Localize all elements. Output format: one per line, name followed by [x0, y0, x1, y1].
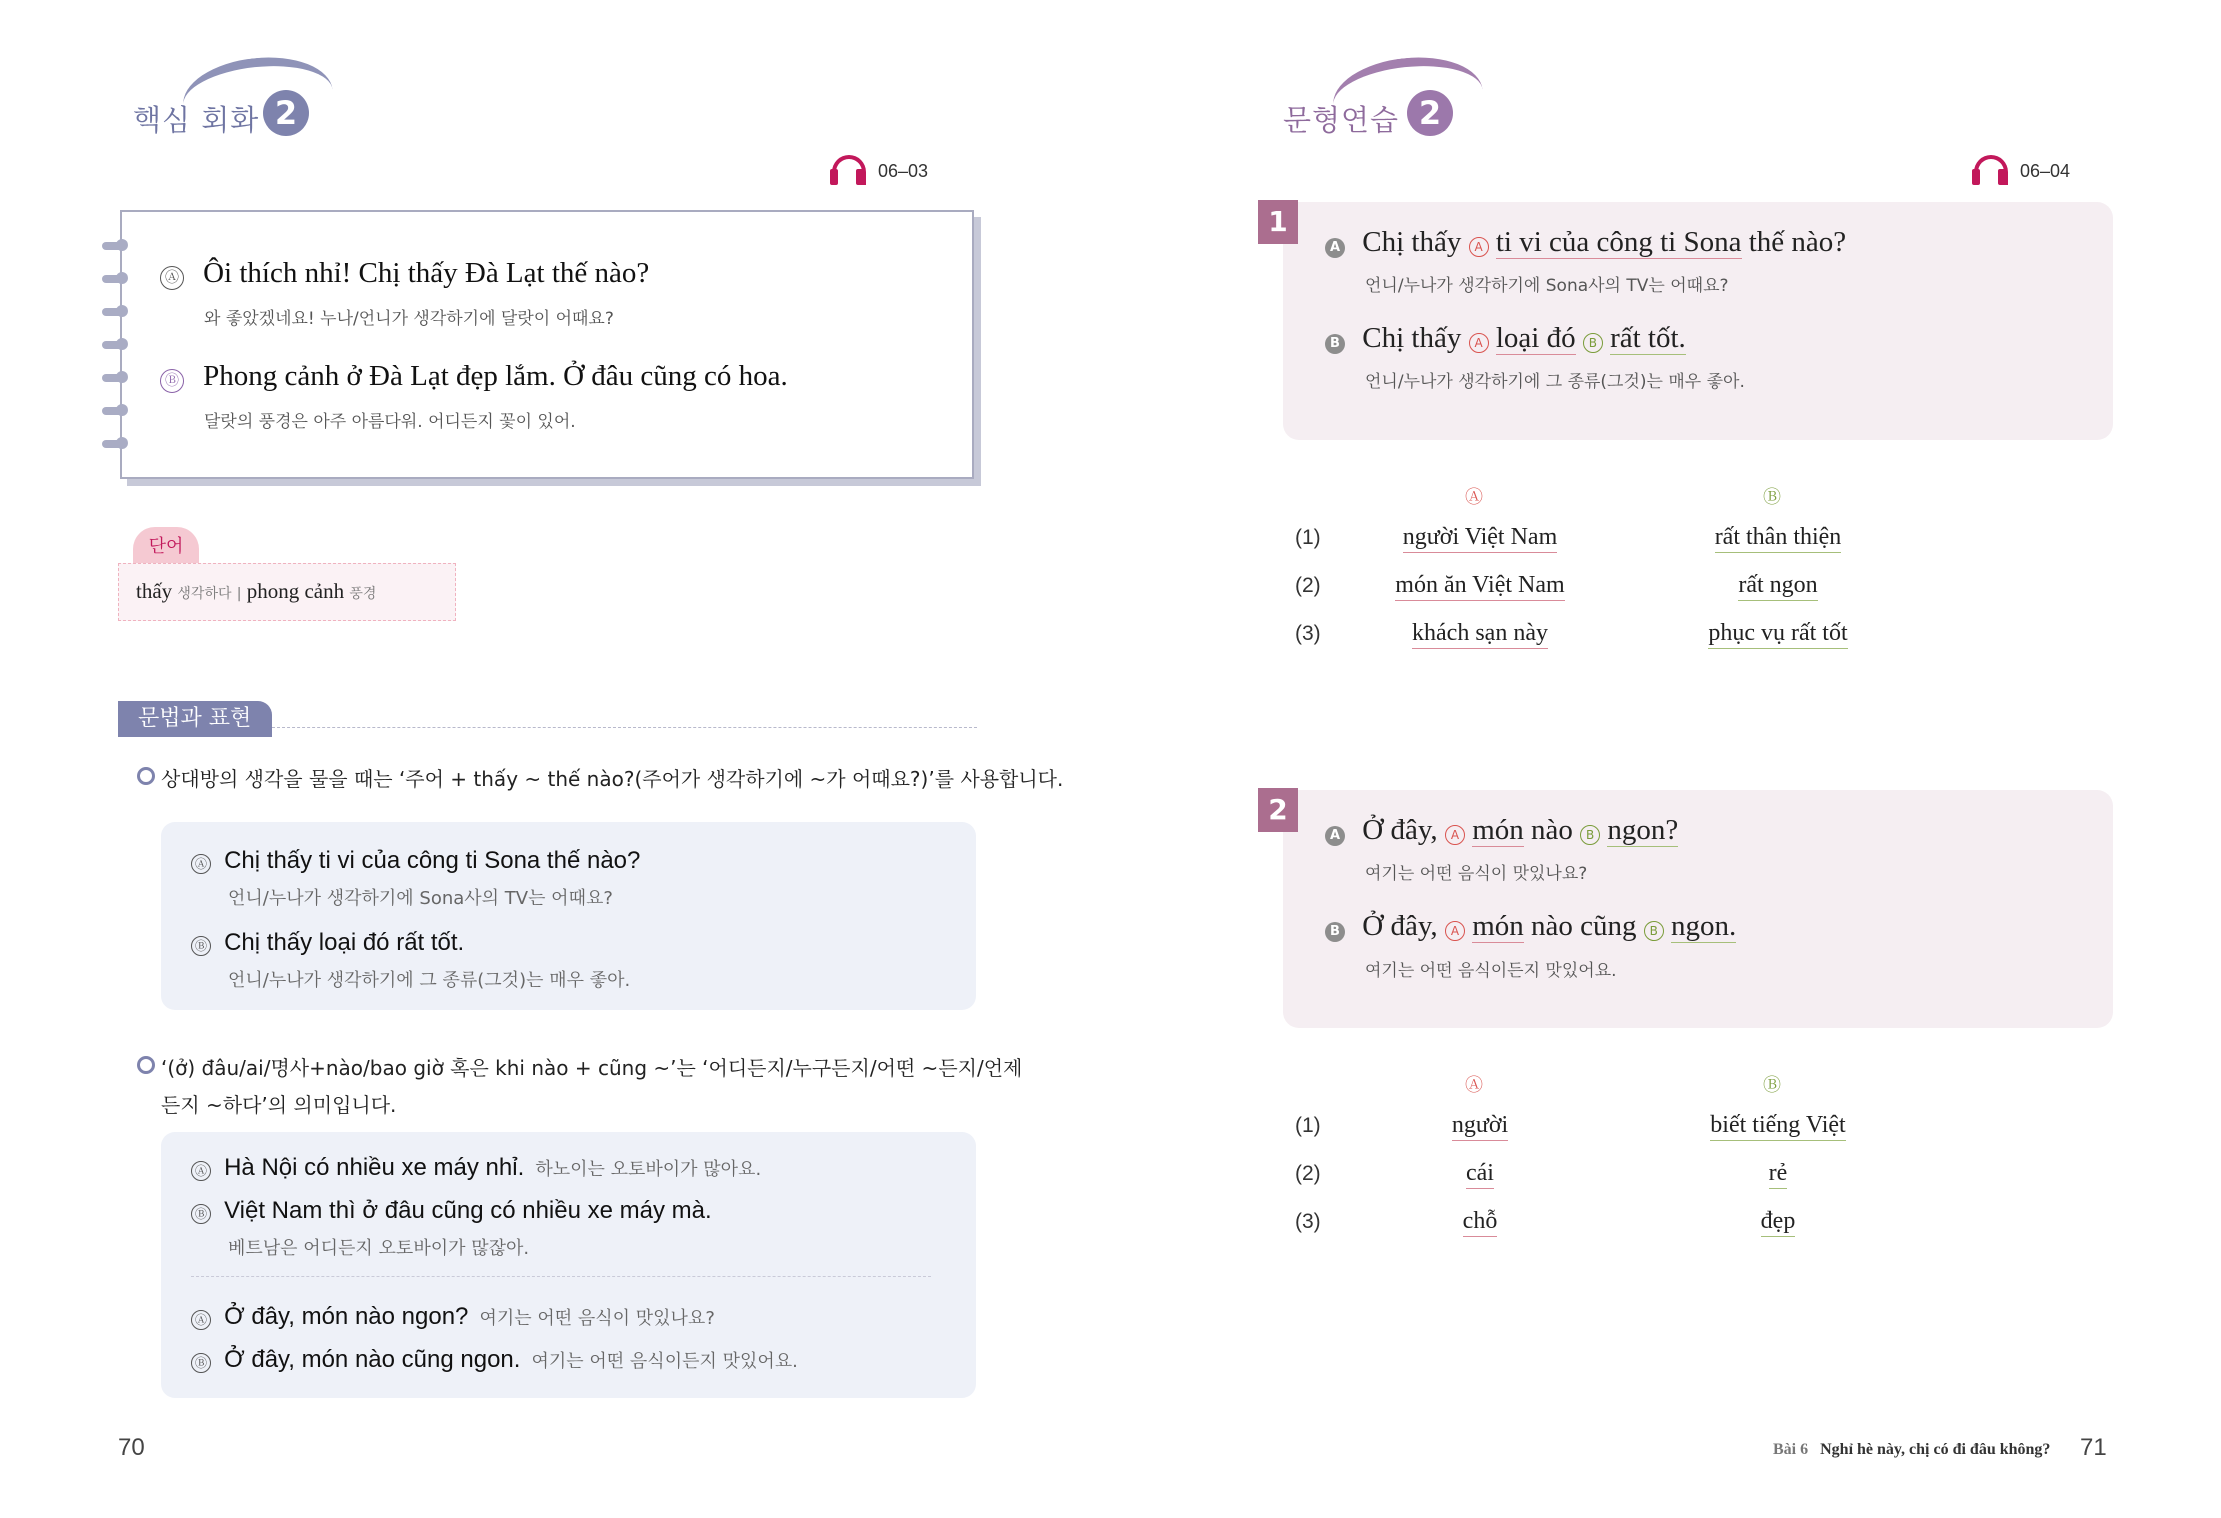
row-number: (1) [1295, 1114, 1321, 1137]
pattern1-line-b [1325, 322, 1686, 355]
cell-text-a: cái [1466, 1160, 1494, 1189]
section-header-dialogue [133, 70, 333, 150]
spiral-ring-icon [102, 242, 124, 250]
vocab-word: phong cảnh [246, 579, 345, 603]
example-ko: 하노이는 오토바이가 많아요. [535, 1159, 762, 1180]
speaker-a-badge: A [1325, 826, 1345, 846]
pattern-text: nào [1531, 814, 1573, 846]
pattern-text: Ở đây, [1362, 910, 1438, 942]
pattern2-ko-a: 여기는 어떤 음식이 맛있나요? [1365, 864, 1588, 884]
vocab-word: thấy [136, 579, 173, 603]
dialogue-vi: Phong cảnh ở Đà Lạt đẹp lắm. Ở đâu cũng có hoa. [203, 360, 788, 392]
example-ko: 베트남은 어디든지 오토바이가 많잖아. [228, 1238, 530, 1259]
speaker-a-marker: Ⓐ [191, 854, 211, 874]
slot-a-marker: A [1469, 237, 1489, 257]
example-ko: 언니/누나가 생각하기에 그 종류(그것)는 매우 좋아. [228, 970, 631, 991]
cell-text-a: khách sạn này [1412, 620, 1548, 649]
table-cell-a [1330, 1160, 1630, 1187]
table-cell-b [1628, 1208, 1928, 1235]
row-number: (2) [1295, 1162, 1321, 1185]
example-vi: Việt Nam thì ở đâu cũng có nhiều xe máy mà. [224, 1197, 712, 1224]
cell-text-b: biết tiếng Việt [1710, 1112, 1845, 1141]
pattern1-line-a [1325, 226, 1846, 259]
speaker-b-marker: Ⓑ [191, 1353, 211, 1373]
grammar-point-2-line2: 든지 ~하다’의 의미입니다. [161, 1093, 397, 1117]
slot-a-text: loại đó [1495, 322, 1576, 354]
slot-a-marker: A [1445, 921, 1465, 941]
slot-a-marker: A [1445, 825, 1465, 845]
slot-a-text: món [1472, 814, 1524, 846]
example-line [191, 929, 464, 957]
example-divider [191, 1276, 931, 1277]
example-ko: 여기는 어떤 음식이 맛있나요? [479, 1308, 715, 1329]
example-line [191, 1154, 761, 1182]
table-cell-b [1628, 524, 1928, 551]
speaker-b-badge: B [1325, 334, 1345, 354]
speaker-b-badge: B [1325, 922, 1345, 942]
vocab-meaning: 풍경 [349, 586, 377, 602]
example-vi: Hà Nội có nhiều xe máy nhỉ. [224, 1154, 525, 1181]
page-number-left: 70 [118, 1434, 145, 1461]
pattern-text: Chị thấy [1362, 226, 1462, 258]
lesson-number: Bài 6 [1773, 1441, 1809, 1458]
slot-b-text: rất tốt. [1610, 322, 1686, 354]
dialogue-card [120, 210, 974, 479]
column-head-a: Ⓐ [1465, 1075, 1483, 1096]
audio-code: 06–03 [878, 161, 929, 181]
pattern-text: thế nào? [1748, 226, 1847, 258]
cell-text-a: người [1452, 1112, 1508, 1141]
pattern-text: nào cũng [1531, 910, 1637, 942]
vocab-tab: 단어 [133, 527, 199, 567]
cell-text-b: phục vụ rất tốt [1708, 620, 1847, 649]
dialogue-vi: Ôi thích nhỉ! Chị thấy Đà Lạt thế nào? [203, 257, 650, 289]
example-vi: Ở đây, món nào ngon? [224, 1303, 469, 1330]
speaker-a-marker: Ⓐ [191, 1310, 211, 1330]
speaker-b-marker: Ⓑ [160, 369, 184, 393]
pattern2-line-a [1325, 814, 1678, 847]
table-cell-a [1330, 1208, 1630, 1235]
slot-b-marker: B [1580, 825, 1600, 845]
section-title: 문형연습 [1283, 103, 1400, 137]
example-line [191, 847, 640, 875]
pattern-text: Chị thấy [1362, 322, 1462, 354]
slot-a-text: ti vi của công ti Sona [1495, 226, 1742, 258]
table-cell-b [1628, 572, 1928, 599]
table-cell-a [1330, 524, 1630, 551]
table-cell-b [1628, 620, 1928, 647]
cell-text-b: rất ngon [1738, 572, 1817, 601]
grammar-divider [272, 727, 977, 728]
pattern-number: 1 [1258, 200, 1298, 244]
section-header-pattern [1283, 70, 1483, 150]
pattern2-ko-b: 여기는 어떤 음식이든지 맛있어요. [1365, 961, 1617, 981]
example-line [191, 1197, 712, 1225]
column-head-b: Ⓑ [1763, 1075, 1781, 1096]
cell-text-a: món ăn Việt Nam [1395, 572, 1564, 601]
speaker-b-marker: Ⓑ [191, 936, 211, 956]
column-head-a: Ⓐ [1465, 487, 1483, 508]
row-number: (1) [1295, 526, 1321, 549]
dialogue-line-b [160, 360, 788, 393]
audio-code: 06–04 [2020, 161, 2071, 181]
slot-b-marker: B [1644, 921, 1664, 941]
dialogue-line-a [160, 257, 649, 290]
section-number-badge: 2 [263, 90, 309, 136]
example-vi: Ở đây, món nào cũng ngon. [224, 1346, 521, 1373]
example-line [191, 1346, 798, 1374]
table-cell-a [1330, 1112, 1630, 1139]
row-number: (2) [1295, 574, 1321, 597]
vocab-separator: | [236, 586, 242, 602]
pattern1-ko-a: 언니/누나가 생각하기에 Sona사의 TV는 어때요? [1365, 276, 1729, 296]
row-number: (3) [1295, 622, 1321, 645]
example-line [191, 1303, 715, 1331]
speaker-a-badge: A [1325, 238, 1345, 258]
speaker-a-marker: Ⓐ [191, 1161, 211, 1181]
table-cell-a [1330, 572, 1630, 599]
speaker-b-marker: Ⓑ [191, 1204, 211, 1224]
spiral-ring-icon [102, 374, 124, 382]
headphones-icon [1972, 155, 2006, 185]
slot-a-text: món [1472, 910, 1524, 942]
dialogue-ko: 와 좋았겠네요! 누나/언니가 생각하기에 달랏이 어때요? [204, 309, 614, 329]
pattern-number: 2 [1258, 788, 1298, 832]
page-number-right: 71 [2080, 1434, 2107, 1461]
spiral-ring-icon [102, 308, 124, 316]
slot-a-marker: A [1469, 333, 1489, 353]
table-cell-a [1330, 620, 1630, 647]
pattern-text: Ở đây, [1362, 814, 1438, 846]
bullet-icon [137, 767, 155, 785]
lesson-title: Nghỉ hè này, chị có đi đâu không? [1820, 1441, 2051, 1458]
example-vi: Chị thấy ti vi của công ti Sona thế nào? [224, 847, 641, 874]
vocab-list [136, 579, 376, 604]
section-title: 핵심 회화 [133, 103, 260, 137]
grammar-point-2-line1: ‘(ở) đâu/ai/명사+nào/bao giờ 혹은 khi nào + cũng ~’는 ‘어디든지/누구든지/어떤 ~든지/언제 [161, 1056, 1023, 1080]
slot-b-text: ngon? [1607, 814, 1679, 846]
section-number-badge: 2 [1407, 90, 1453, 136]
spiral-ring-icon [102, 440, 124, 448]
footer-lesson [1773, 1441, 2050, 1459]
table-cell-b [1628, 1160, 1928, 1187]
slot-b-text: ngon. [1671, 910, 1737, 942]
example-ko: 언니/누나가 생각하기에 Sona사의 TV는 어때요? [228, 888, 613, 909]
speaker-a-marker: Ⓐ [160, 266, 184, 290]
cell-text-a: chỗ [1463, 1208, 1498, 1237]
grammar-point-1: 상대방의 생각을 물을 때는 ‘주어 + thấy ~ thế nào?(주어가 생각하기에 ~가 어때요?)’를 사용합니다. [161, 767, 1064, 791]
cell-text-b: rất thân thiện [1715, 524, 1842, 553]
cell-text-b: rẻ [1769, 1160, 1788, 1189]
grammar-tab: 문법과 표현 [118, 701, 272, 737]
cell-text-b: đẹp [1761, 1208, 1796, 1237]
dialogue-ko: 달랏의 풍경은 아주 아름다워. 어디든지 꽃이 있어. [204, 412, 576, 432]
spiral-ring-icon [102, 341, 124, 349]
pattern2-line-b [1325, 910, 1736, 943]
spiral-ring-icon [102, 275, 124, 283]
table-cell-b [1628, 1112, 1928, 1139]
cell-text-a: người Việt Nam [1403, 524, 1557, 553]
column-head-b: Ⓑ [1763, 487, 1781, 508]
row-number: (3) [1295, 1210, 1321, 1233]
vocab-meaning: 생각하다 [177, 586, 232, 602]
spiral-ring-icon [102, 407, 124, 415]
example-vi: Chị thấy loại đó rất tốt. [224, 929, 465, 956]
slot-b-marker: B [1583, 333, 1603, 353]
bullet-icon [137, 1056, 155, 1074]
pattern1-ko-b: 언니/누나가 생각하기에 그 종류(그것)는 매우 좋아. [1365, 372, 1745, 392]
headphones-icon [830, 155, 864, 185]
example-ko: 여기는 어떤 음식이든지 맛있어요. [531, 1351, 798, 1372]
